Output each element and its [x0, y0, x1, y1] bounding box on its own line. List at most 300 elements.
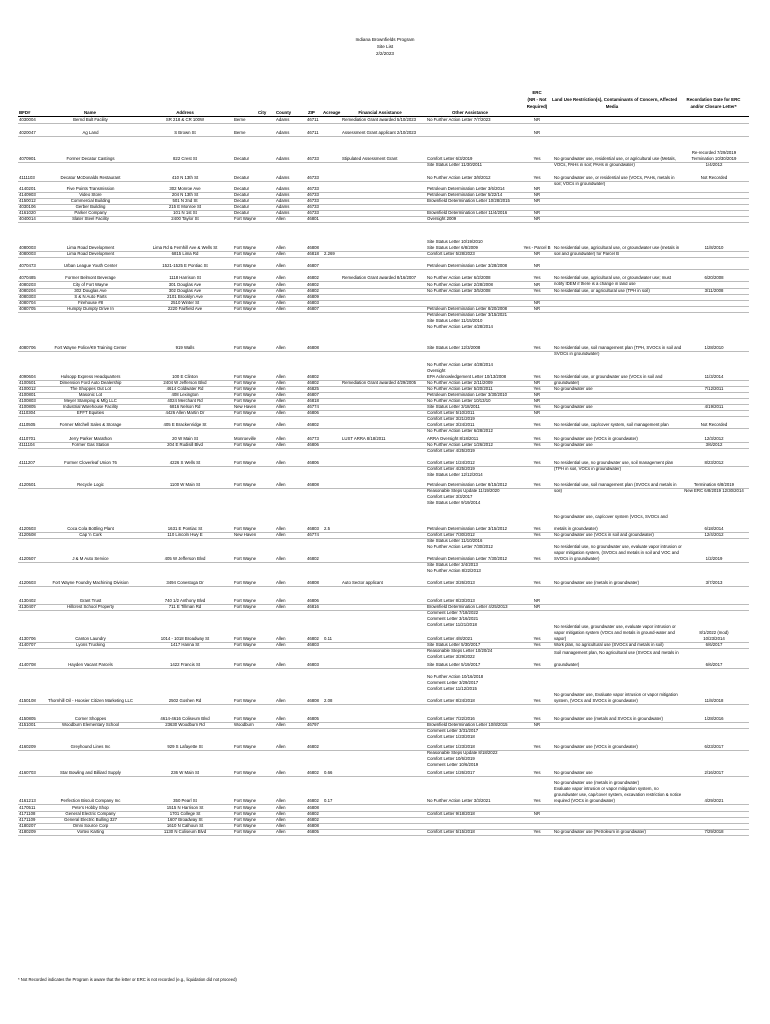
cell-name: The Shoppes Out Lot	[70, 386, 111, 391]
row-divider	[18, 835, 749, 836]
cell-county: Allen	[276, 275, 286, 280]
doc-title-line2: Site List	[376, 44, 394, 49]
cell-other: Site Status Letter 12/3/2008	[427, 345, 481, 350]
cell-bfd: 4110505	[19, 422, 36, 427]
cell-zip: 46801	[307, 216, 319, 221]
cell-rec: Termination 6/8/2019	[693, 482, 735, 487]
cell-city: New Haven	[234, 532, 257, 537]
cell-rec: 6/18/2014	[704, 526, 724, 531]
cell-bfd: 4020047	[19, 130, 36, 135]
cell-other: No Further Action Letter 2/11/2009	[427, 380, 493, 385]
cell-erc: Yes	[533, 374, 541, 379]
cell-other: Comment Letter 7/18/2022	[427, 610, 479, 615]
cell-other: Comfort Letter 5/15/2018	[427, 829, 475, 834]
cell-other: Brownfield Determination Letter 10/8/2015	[427, 722, 508, 727]
cell-name: Woodburn Elementary School	[61, 722, 119, 727]
cell-city: Fort Wayne	[234, 526, 257, 531]
cell-other: No Further Action Letter 3/3/2021	[427, 798, 491, 803]
cell-other: Site Status Letter 12/12/2014	[427, 472, 483, 477]
cell-other: No Further Action Letter 4/28/2014	[427, 324, 493, 329]
cell-other: No Further Action Letter 1/26/2012	[427, 442, 493, 447]
cell-lur: No residential use, or agricultural use (TPH in soil)	[554, 288, 650, 293]
cell-zip: 46797	[307, 722, 319, 727]
cell-city: Fort Wayne	[234, 263, 257, 268]
cell-rec: 6/20/2008	[704, 275, 724, 280]
cell-city: Fort Wayne	[234, 345, 257, 350]
cell-zip: 46733	[307, 186, 319, 191]
cell-other: Petroleum Determination Letter 7/30/2012	[427, 556, 508, 561]
cell-county: Allen	[276, 744, 286, 749]
cell-address: 20 W Main St	[172, 436, 198, 441]
cell-address: 2510 Winter St	[170, 300, 200, 305]
row-divider	[18, 776, 749, 777]
cell-other: Comfort Letter 3/26/2013	[427, 580, 475, 585]
cell-bfd: 4111207	[19, 460, 36, 465]
cell-county: Allen	[276, 380, 286, 385]
cell-city: Fort Wayne	[234, 460, 257, 465]
cell-other: No Further Action Letter 7/30/2012	[427, 544, 493, 549]
cell-bfd: 4070485	[19, 275, 36, 280]
cell-bfd: 4080303	[19, 294, 36, 299]
cell-erc: NR	[533, 263, 541, 268]
cell-erc: NR	[533, 282, 541, 287]
cell-city: Fort Wayne	[234, 275, 257, 280]
cell-other: Comfort Letter 4/25/2019	[427, 448, 475, 453]
cell-city: Fort Wayne	[234, 598, 257, 603]
cell-city: Fort Wayne	[234, 288, 257, 293]
cell-acreage: 0.66	[324, 770, 333, 775]
cell-other: Comment Letter 3/31/2017	[427, 728, 479, 733]
cell-address: 350 Pearl St	[173, 798, 197, 803]
cell-other: No Further Action Letter 5/20/2011	[427, 386, 493, 391]
cell-other: Comfort Letter 5/10/2011	[427, 410, 475, 415]
cell-rec: 3/11/2008	[704, 288, 724, 293]
cell-county: Allen	[276, 398, 286, 403]
cell-name: Slater Steel Facility	[72, 216, 109, 221]
cell-erc: NR	[533, 604, 541, 609]
cell-zip: 46803	[307, 662, 319, 667]
cell-erc: Yes	[533, 460, 541, 465]
cell-name: Hillcrest School Property	[66, 604, 115, 609]
cell-city: Fort Wayne	[234, 482, 257, 487]
cell-city: Decatur	[234, 198, 250, 203]
cell-erc: Yes	[533, 770, 541, 775]
cell-other: Comfort Letter 10/6/2019	[427, 756, 475, 761]
cell-rec: 8/23/2012	[704, 460, 724, 465]
row-divider	[18, 416, 749, 417]
cell-other: Site Status Letter 5/30/2017	[427, 642, 481, 647]
address-header: Address	[176, 110, 194, 115]
row-divider	[18, 448, 749, 449]
cell-zip: 46825	[307, 386, 319, 391]
cell-name: Ag Land	[82, 130, 99, 135]
cell-address: 1631 E Pontiac St	[167, 526, 203, 531]
cell-erc: NR	[533, 251, 541, 256]
cell-lur: VOCs, PAHs in soil; PAHs in groundwater)	[554, 162, 635, 167]
cell-county: Adams	[276, 130, 290, 135]
cell-erc: Yes	[533, 798, 541, 803]
cell-zip: 46805	[307, 829, 319, 834]
cell-city: Fort Wayne	[234, 442, 257, 447]
cell-address: 1118 Harrison St	[169, 275, 201, 280]
cell-other: Comfort Letter 4/25/2019	[427, 466, 475, 471]
cell-address: 405 W Jefferson Blvd	[164, 556, 206, 561]
doc-title-line1: Indiana Brownfields Program	[355, 37, 415, 42]
cell-other: Site Status Letter 11/10/2016	[427, 538, 483, 543]
cell-city: Decatur	[234, 186, 250, 191]
cell-county: Adams	[276, 204, 290, 209]
cell-other: Comfort Letter 1/26/2017	[427, 770, 475, 775]
cell-name: Decatur McDonalds Restaurant	[60, 175, 121, 180]
cell-county: Allen	[276, 216, 286, 221]
cell-county: Adams	[276, 156, 290, 161]
cell-city: Fort Wayne	[234, 216, 257, 221]
cell-lur: No groundwater use (metals in groundwater)	[554, 780, 640, 785]
cell-city: Fort Wayne	[234, 817, 257, 822]
erc-header-line2: (NR - Not	[527, 97, 547, 102]
bfd-header: BFD#	[19, 110, 31, 115]
cell-bfd: 4170511	[19, 805, 36, 810]
cell-zip: 46733	[307, 156, 319, 161]
cell-rec: 1/4/2012	[705, 162, 723, 167]
cell-name: General Electric Bulling 327	[63, 817, 118, 822]
cell-erc: Yes	[533, 532, 541, 537]
cell-name: Fort Wayne Police/K9 Training Center	[54, 345, 127, 350]
cell-county: Allen	[276, 698, 286, 703]
cell-zip: 46802	[307, 275, 319, 280]
cell-zip: 46802	[307, 422, 319, 427]
cell-bfd: 4080704	[19, 300, 36, 305]
cell-other: Comfort Letter 3/29/2022	[427, 654, 475, 659]
row-divider	[18, 257, 749, 258]
rec-header-line1: Recordation Date for ERC	[686, 97, 741, 102]
cell-lur: SVOCs in groundwater)	[554, 556, 600, 561]
cell-bfd: 4150805	[19, 716, 36, 721]
cell-city: Fort Wayne	[234, 374, 257, 379]
cell-county: Allen	[276, 263, 286, 268]
cell-address: 822 Crest St	[173, 156, 197, 161]
cell-bfd: 4160209	[19, 744, 36, 749]
cell-city: Fort Wayne	[234, 636, 257, 641]
cell-zip: 46808	[307, 245, 319, 250]
cell-lur: groundwater)	[554, 380, 580, 385]
cell-address: 1130 N Coliseum Blvd	[163, 829, 207, 834]
cell-zip: 46806	[307, 410, 319, 415]
cell-erc: Yes	[533, 422, 541, 427]
row-divider	[18, 488, 749, 489]
cell-city: Fort Wayne	[234, 398, 257, 403]
cell-lur: No groundwater use	[554, 386, 593, 391]
cell-name: J & M Auto Service	[72, 556, 109, 561]
cell-financial: Remediation Grant awarded 8/16/2007	[342, 275, 417, 280]
cell-zip: 46802	[307, 817, 319, 822]
cell-erc: Yes	[533, 482, 541, 487]
cell-zip: 46802	[307, 380, 319, 385]
cell-zip: 46802	[307, 636, 319, 641]
cell-name: Canton Laundry	[75, 636, 106, 641]
cell-city: Fort Wayne	[234, 829, 257, 834]
cell-other: Comfort Letter 8/24/2018	[427, 698, 475, 703]
cell-county: Allen	[276, 482, 286, 487]
cell-county: Allen	[276, 817, 286, 822]
cell-erc: NR	[533, 192, 541, 197]
cell-other: Petroleum Determination Letter 3/6/2014	[427, 186, 505, 191]
cell-lur: notify IDEM if there is a change in land use	[554, 281, 636, 286]
cell-erc: Yes	[533, 526, 541, 531]
rec-header-line2: and/or Closure Letter*	[690, 104, 737, 109]
cell-bfd: 4140201	[19, 186, 36, 191]
cell-rec: 4/19/2011	[704, 404, 724, 409]
cell-address: 302 Douglas Ave	[168, 288, 202, 293]
row-divider	[18, 538, 749, 539]
cell-name: Omni Source Corp	[72, 823, 109, 828]
cell-name: Dimension Ford Auto Dealership	[59, 380, 122, 385]
cell-zip: 46803	[307, 300, 319, 305]
cell-name: Perfection Biscuit Company Inc	[60, 798, 121, 803]
cell-zip: 46818	[307, 251, 319, 256]
cell-bfd: 4161020	[19, 210, 36, 215]
cell-rec: 11/8/2018	[704, 698, 724, 703]
cell-zip: 46808	[307, 482, 319, 487]
cell-city: Monroeville	[234, 436, 256, 441]
row-divider	[18, 610, 749, 611]
cell-other: Brownfield Determination Letter 10/28/2015	[427, 198, 510, 203]
cell-zip: 46803	[307, 642, 319, 647]
cell-erc: Yes	[533, 556, 541, 561]
cell-address: 408 Lexington	[171, 392, 199, 397]
cell-county: Allen	[276, 636, 286, 641]
cell-county: Adams	[276, 117, 290, 122]
cell-other: Comfort Letter 1/24/2012	[427, 460, 475, 465]
cell-bfd: 4140708	[19, 662, 36, 667]
cell-lur: No groundwater use	[554, 442, 593, 447]
cell-city: Fort Wayne	[234, 410, 257, 415]
other-header: Other Assistance	[452, 110, 488, 115]
cell-erc: NR	[533, 117, 541, 122]
cell-name: Lyons Trucking	[76, 642, 105, 647]
cell-erc: Yes	[533, 698, 541, 703]
cell-name: Lima Road Development	[66, 245, 115, 250]
cell-bfd: 4090604	[19, 374, 36, 379]
cell-address: 1422 Francis St	[169, 662, 201, 667]
cell-lur: soil and groundwater) for Parcel B	[554, 251, 619, 256]
cell-zip: 46802	[307, 770, 319, 775]
cell-erc: Yes	[533, 829, 541, 834]
cell-city: Decatur	[234, 175, 250, 180]
cell-lur: (TPH in soil, VOCs in groundwater)	[554, 466, 622, 471]
cell-acreage: 2.269	[324, 251, 335, 256]
cell-erc: Yes	[533, 662, 541, 667]
cell-zip: 46803	[307, 526, 319, 531]
row-divider	[18, 181, 749, 182]
cell-erc: NR	[533, 306, 541, 311]
cell-name: Hayden Vacant Parcels	[68, 662, 113, 667]
cell-rec: 1/2/2019	[705, 556, 723, 561]
cell-erc: Yes	[533, 716, 541, 721]
cell-address: SR 218 & CR 100W	[165, 117, 205, 122]
cell-county: Allen	[276, 386, 286, 391]
cell-bfd: 4110304	[19, 410, 36, 415]
cell-zip: 46711	[307, 117, 319, 122]
cell-bfd: 4120603	[19, 580, 36, 585]
cell-address: 6816 Nelson Rd	[169, 404, 201, 409]
cell-name: Star Bowling and Billiard Supply	[60, 770, 121, 775]
cell-other: No Further Action Letter 6/28/2012	[427, 428, 493, 433]
cell-zip: 46807	[307, 392, 319, 397]
cell-name: Coca Cola Bottling Plant	[67, 526, 114, 531]
cell-county: Allen	[276, 526, 286, 531]
city-header: City	[258, 110, 267, 115]
cell-other: Comfort Letter 3/21/2019	[427, 416, 475, 421]
cell-address: 1610 N Calhoun St	[166, 823, 204, 828]
cell-city: Fort Wayne	[234, 805, 257, 810]
cell-lur: Work plan, no agricultural use (SVOCs and metals in soil)	[554, 642, 664, 647]
cell-rec: Re-recorded 7/29/2019	[691, 150, 737, 155]
cell-name: Former Belmont Beverage	[65, 275, 116, 280]
cell-erc: NR	[533, 210, 541, 215]
cell-name: Humpty Dumpty Drive In	[67, 306, 114, 311]
cell-city: Decatur	[234, 210, 250, 215]
cell-address: 4024 Merchant Rd	[167, 398, 203, 403]
cell-zip: 46774	[307, 404, 319, 409]
cell-county: Allen	[276, 294, 286, 299]
lur-header-line1: Land Use Restriction(s), Contaminants of Concern, Affected	[552, 97, 678, 102]
cell-name: Former Mitchell Sales & Storage	[59, 422, 122, 427]
cell-other: Comfort Letter 4/8/2021	[427, 636, 473, 641]
cell-city: Fort Wayne	[234, 798, 257, 803]
cell-financial: Remediation Grant awarded 5/10/2023	[342, 117, 417, 122]
cell-other: Site Status Letter 3/18/2011	[427, 404, 480, 409]
cell-zip: 46802	[307, 744, 319, 749]
cell-rec: 3/6/2012	[705, 442, 723, 447]
cell-other: Comfort Letter 3/24/2011	[427, 422, 475, 427]
cell-bfd: 4140707	[19, 642, 36, 647]
cell-other: No Further Action Letter 6/2/2008	[427, 275, 491, 280]
cell-other: Petroleum Determination Letter 8/20/2008	[427, 306, 508, 311]
cell-bfd: 4100801	[19, 392, 36, 397]
cell-bfd: 4150108	[19, 698, 36, 703]
cell-name: Former Decatur Castings	[66, 156, 115, 161]
cell-address: 410 N 13th St	[171, 175, 199, 180]
cell-address: 4226 S Wells St	[169, 460, 201, 465]
cell-city: Fort Wayne	[234, 744, 257, 749]
row-divider	[18, 136, 749, 137]
cell-financial: LUST ARRA 8/18/2011	[342, 436, 386, 441]
cell-other: Comment Letter 10/6/2019	[427, 762, 479, 767]
cell-county: Allen	[276, 374, 286, 379]
cell-acreage: 2.08	[324, 698, 333, 703]
cell-other: Comfort Letter 5/28/2023	[427, 251, 475, 256]
cell-city: Decatur	[234, 204, 250, 209]
erc-header-line1: ERC	[532, 90, 542, 95]
cell-erc: Yes	[533, 580, 541, 585]
cell-other: Petroleum Determination Letter 3/30/2010	[427, 392, 508, 397]
cell-name: S & N Auto Parts	[74, 294, 107, 299]
cell-county: Allen	[276, 442, 286, 447]
cell-name: Hulsopp Express Headquarters	[60, 374, 121, 379]
cell-city: Fort Wayne	[234, 245, 257, 250]
cell-other: No Further Action Letter 4/28/2014	[427, 362, 493, 367]
cell-address: 302 Monroe Ave	[169, 186, 201, 191]
cell-bfd: 4100012	[19, 386, 36, 391]
cell-county: Allen	[276, 460, 286, 465]
cell-bfd: 4160703	[19, 770, 36, 775]
cell-zip: 46773	[307, 436, 319, 441]
cell-city: Fort Wayne	[234, 604, 257, 609]
cell-county: Allen	[276, 604, 286, 609]
cell-name: Parker Company	[74, 210, 107, 215]
cell-address: 740 1/2 Anthony Blvd	[164, 598, 206, 603]
cell-rec: 6/6/2017	[705, 662, 723, 667]
cell-erc: NR	[533, 598, 541, 603]
cell-bfd: 4180207	[19, 823, 36, 828]
cell-bfd: 4151001	[19, 722, 36, 727]
cell-bfd: 4120501	[19, 482, 36, 487]
cell-zip: 46733	[307, 198, 319, 203]
erc-header-line3: Required)	[526, 104, 548, 109]
cell-name: Jerry Parker Marathon	[69, 436, 112, 441]
cell-county: Allen	[276, 392, 286, 397]
cell-lur: No groundwater use (metals in groundwater)	[554, 580, 640, 585]
cell-zip: 46733	[307, 175, 319, 180]
cell-city: Fort Wayne	[234, 811, 257, 816]
cell-erc: Yes	[533, 386, 541, 391]
cell-address: 23630 Woodburn Rd	[165, 722, 205, 727]
cell-county: Adams	[276, 210, 290, 215]
cell-other: Site Status Letter 11/15/2010	[427, 318, 483, 323]
cell-erc: NR	[533, 380, 541, 385]
cell-lur: system, (VOCs and SVOCs in groundwater)	[554, 698, 638, 703]
cell-other: Site Status Letter 3/4/2013	[427, 562, 478, 567]
cell-name: Video Store	[79, 192, 102, 197]
cell-city: Fort Wayne	[234, 642, 257, 647]
cell-other: No Further Action Letter 2/28/2008	[427, 282, 493, 287]
cell-county: Allen	[276, 823, 286, 828]
cell-rec: 12/4/2012	[704, 532, 724, 537]
cell-city: Fort Wayne	[234, 392, 257, 397]
cell-county: Allen	[276, 288, 286, 293]
cell-address: 204 N 13th St	[171, 192, 199, 197]
cell-other: Reasonable Steps Letter 10/20/24	[427, 648, 493, 653]
cell-city: Fort Wayne	[234, 716, 257, 721]
cell-other: Petroleum Determination Letter 8/15/2012	[427, 482, 508, 487]
cell-county: Allen	[276, 422, 286, 427]
cell-rec: 7/12/2011	[704, 386, 724, 391]
cell-lur: No groundwater use (VOCs in groundwater)	[554, 436, 638, 441]
cell-other: Comfort Letter 7/30/2012	[427, 532, 475, 537]
cell-address: 1100 W Main St	[169, 482, 201, 487]
cell-address: 236 W Main St	[170, 770, 200, 775]
cell-lur: metals in groundwater)	[554, 526, 598, 531]
cell-other: Petroleum Determination Letter 5/22/14	[427, 192, 503, 197]
cell-city: Decatur	[234, 156, 250, 161]
cell-erc: Yes	[533, 436, 541, 441]
cell-erc: NR	[533, 392, 541, 397]
cell-other: No Further Action Letter 3/8/2012	[427, 175, 491, 180]
cell-bfd: 4161213	[19, 798, 36, 803]
cell-rec: 10/23/2014	[703, 636, 725, 641]
cell-city: Fort Wayne	[234, 662, 257, 667]
cell-address: 1014 - 1018 Broadway St	[160, 636, 210, 641]
cell-other: Comfort Letter 11/12/2015	[427, 686, 477, 691]
cell-bfd: 4130706	[19, 636, 36, 641]
cell-erc: Yes	[533, 744, 541, 749]
cell-lur: No groundwater use	[554, 404, 593, 409]
cell-address: 2502 Goshen Rd	[168, 698, 202, 703]
cell-county: Adams	[276, 175, 290, 180]
cell-bfd: 4100805	[19, 404, 36, 409]
cell-address: 929 S Lafayette St	[167, 744, 203, 749]
